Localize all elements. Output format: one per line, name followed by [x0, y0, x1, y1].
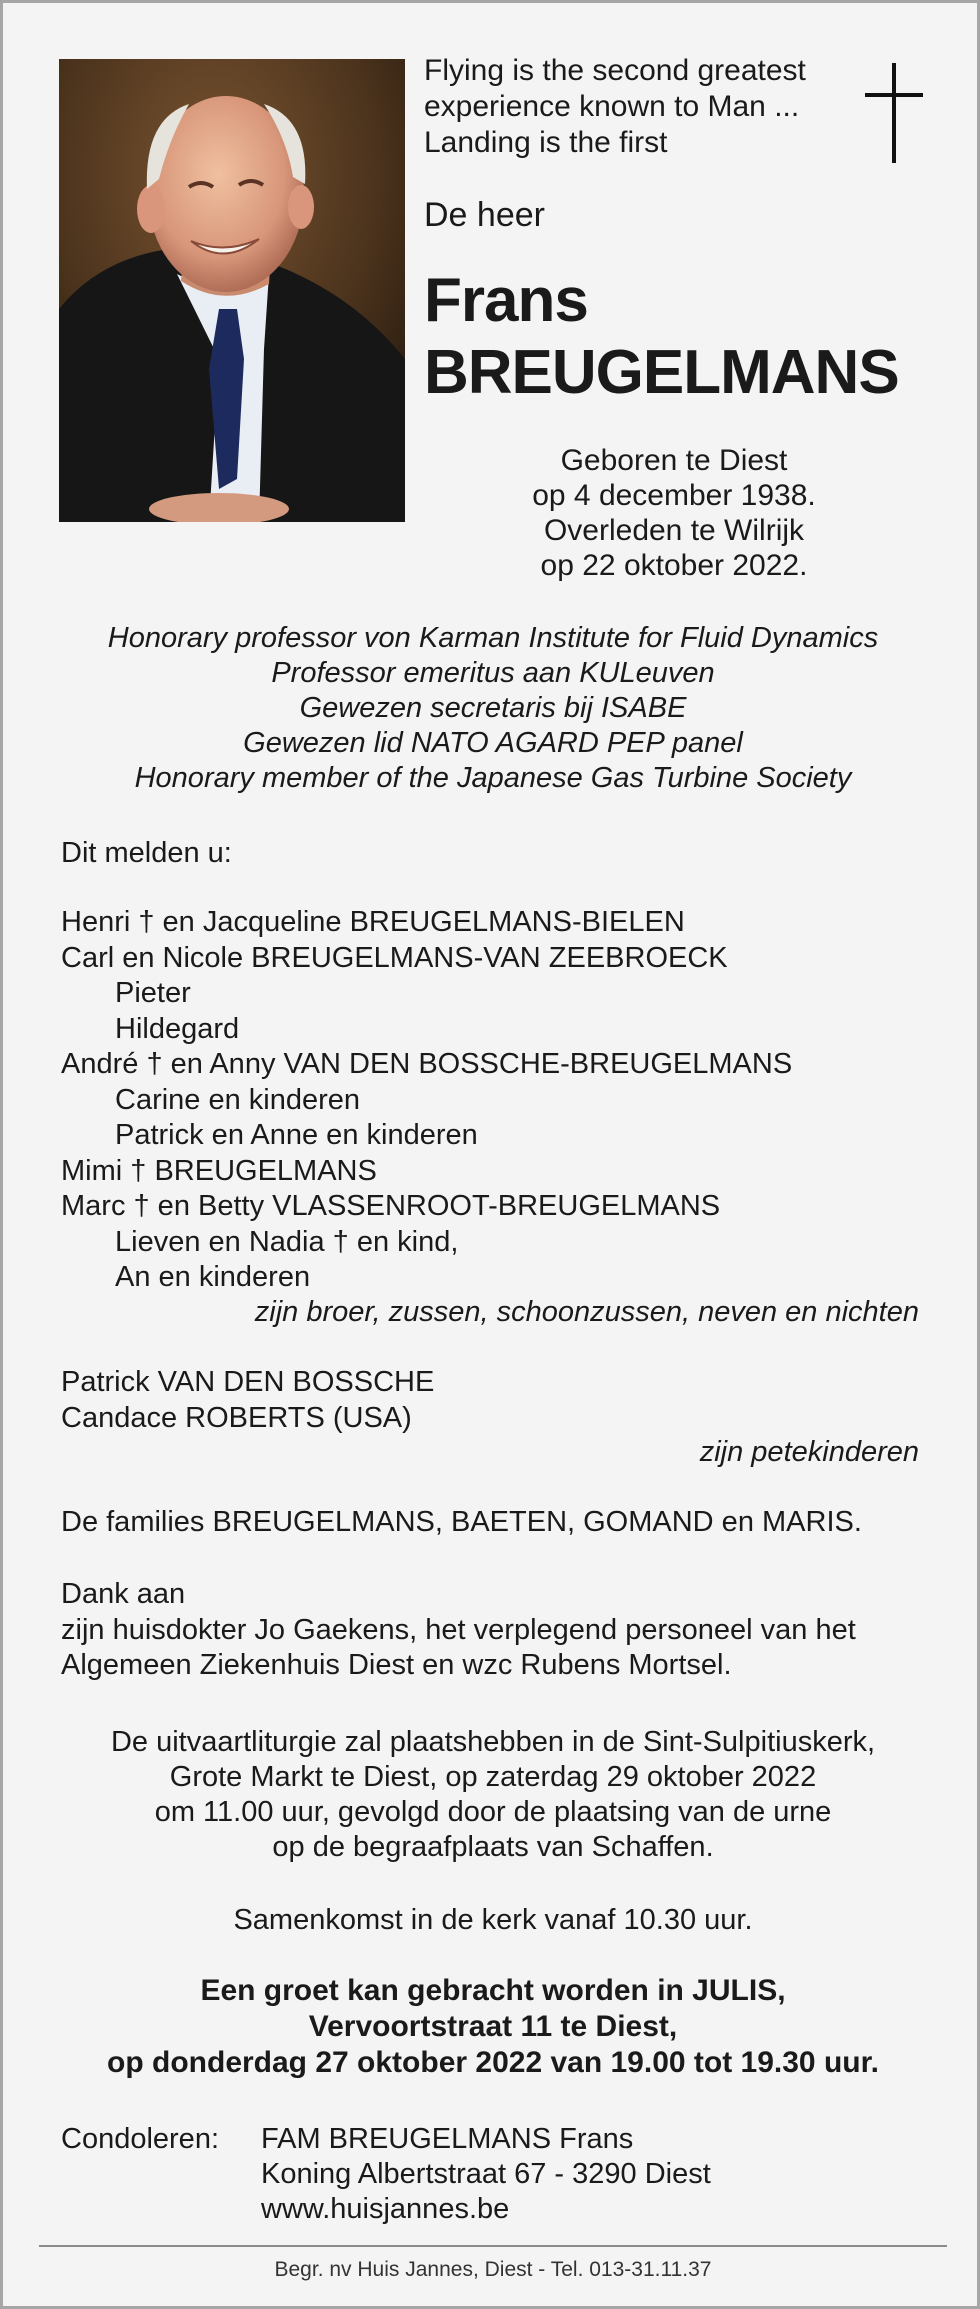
funeral-line: De uitvaartliturgie zal plaatshebben in de Sint-Sulpitiuskerk,: [110, 1726, 876, 1758]
family-list: [61, 905, 792, 1296]
condolences-label: Condoleren:: [61, 2123, 219, 2155]
honorary-titles: [43, 621, 943, 796]
gathering: Samenkomst in de kerk vanaf 10.30 uur.: [233, 1904, 753, 1936]
portrait-photo: [59, 59, 405, 522]
funeral-line: Grote Markt te Diest, op zaterdag 29 oktober 2022: [169, 1761, 817, 1793]
birth-death-line: Geboren te Diest: [560, 444, 788, 477]
birth-death-line: op 4 december 1938.: [532, 479, 816, 512]
thanks: [61, 1577, 856, 1684]
family-line: André † en Anny VAN DEN BOSSCHE-BREUGELMANS: [61, 1048, 793, 1080]
visitation-line: op donderdag 27 oktober 2022 van 19.00 tot 19.30 uur.: [107, 2046, 879, 2079]
title-line: Gewezen lid NATO AGARD PEP panel: [243, 727, 743, 759]
title-line: Gewezen secretaris bij ISABE: [299, 692, 687, 724]
title-line: Honorary member of the Japanese Gas Turbine Society: [134, 762, 852, 794]
condolences-line: Koning Albertstraat 67 - 3290 Diest: [261, 2158, 711, 2190]
thanks-line: Algemeen Ziekenhuis Diest en wzc Rubens Mortsel.: [61, 1649, 732, 1681]
godchild-line: Patrick VAN DEN BOSSCHE: [61, 1366, 435, 1398]
salutation: De heer: [424, 196, 545, 234]
family-line: Marc † en Betty VLASSENROOT-BREUGELMANS: [61, 1190, 721, 1222]
funeral-info: [43, 1725, 943, 1865]
deceased-name: [424, 265, 899, 409]
website-link[interactable]: www.huisjannes.be: [261, 2193, 510, 2225]
last-name: BREUGELMANS: [424, 338, 899, 407]
visitation-info: [43, 1973, 943, 2081]
quote-line: Flying is the second greatest: [424, 54, 806, 87]
family-line: Mimi † BREUGELMANS: [61, 1154, 377, 1187]
visitation-line: Een groet kan gebracht worden in JULIS,: [200, 1974, 786, 2007]
family-line: Lieven en Nadia † en kind,: [115, 1225, 459, 1258]
quote: [424, 53, 844, 161]
title-line: Professor emeritus aan KULeuven: [271, 657, 715, 689]
announce: Dit melden u:: [61, 837, 232, 869]
family-line: Carl en Nicole BREUGELMANS-VAN ZEEBROECK: [61, 941, 728, 974]
funeral-line: op de begraafplaats van Schaffen.: [272, 1831, 714, 1863]
condolences-address: [261, 2122, 711, 2227]
footer-divider: [39, 2245, 947, 2247]
families-line: De families BREUGELMANS, BAETEN, GOMAND en MARIS.: [61, 1506, 862, 1538]
family-line: Pieter: [115, 977, 191, 1009]
thanks-line: zijn huisdokter Jo Gaekens, het verplegend personeel van het: [61, 1613, 856, 1646]
family-line: An en kinderen: [115, 1261, 311, 1293]
family-line: Hildegard: [115, 1012, 240, 1045]
condolences-line: FAM BREUGELMANS Frans: [261, 2123, 634, 2155]
thanks-line: Dank aan: [61, 1578, 186, 1610]
family-line: Carine en kinderen: [115, 1083, 361, 1116]
funeral-line: om 11.00 uur, gevolgd door de plaatsing van de urne: [154, 1796, 832, 1828]
quote-line: Landing is the first: [424, 126, 668, 159]
family-line: Patrick en Anne en kinderen: [115, 1119, 478, 1151]
birth-death-line: op 22 oktober 2022.: [540, 549, 808, 582]
footer: Begr. nv Huis Jannes, Diest - Tel. 013-31.11.37: [274, 2258, 712, 2281]
first-name: Frans: [424, 266, 588, 335]
godchildren-role: zijn petekinderen: [699, 1436, 919, 1468]
godchildren-list: [61, 1365, 434, 1436]
latin-cross-icon: [865, 63, 923, 163]
godchild-line: Candace ROBERTS (USA): [61, 1401, 412, 1434]
visitation-line: Vervoortstraat 11 te Diest,: [308, 2010, 678, 2043]
family-line: Henri † en Jacqueline BREUGELMANS-BIELEN: [61, 906, 685, 938]
siblings-role: zijn broer, zussen, schoonzussen, neven en nichten: [254, 1296, 919, 1328]
title-line: Honorary professor von Karman Institute for Fluid Dynamics: [107, 622, 879, 654]
birth-death-info: [424, 443, 924, 583]
quote-line: experience known to Man ...: [424, 90, 800, 123]
birth-death-line: Overleden te Wilrijk: [543, 514, 805, 547]
